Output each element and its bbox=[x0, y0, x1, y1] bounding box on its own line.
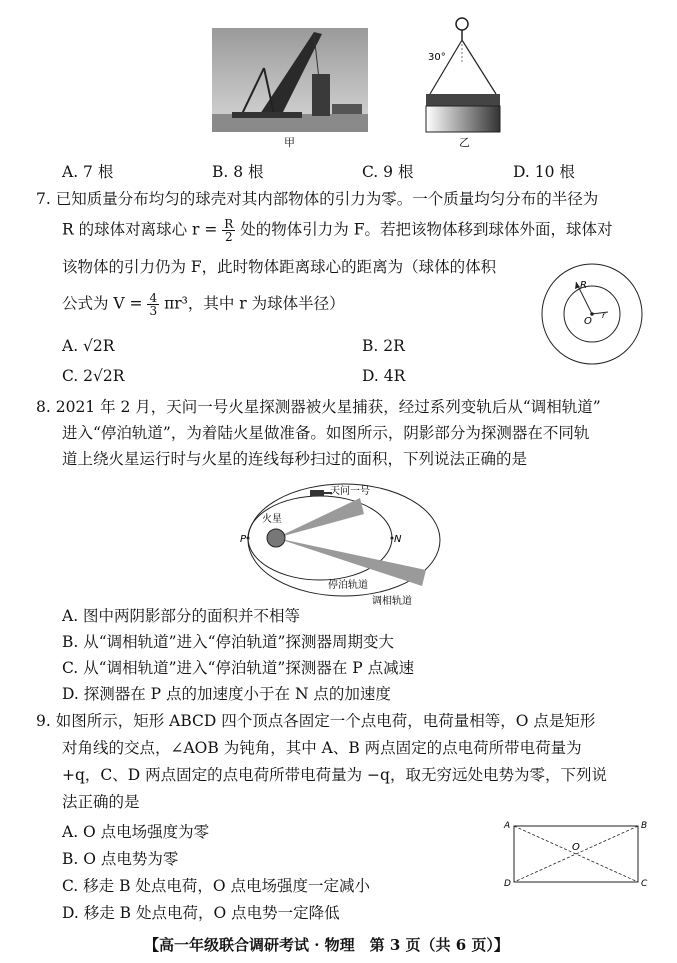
q9-fig-O: O bbox=[572, 842, 580, 853]
q7-option-d[interactable]: D. 4R bbox=[362, 367, 406, 385]
q7-fraction-r: $\frac{R}{2}$ bbox=[224, 217, 234, 244]
q8-fig-phasing: 调相轨道 bbox=[372, 596, 412, 607]
q7-option-a[interactable]: A. √2R bbox=[62, 337, 115, 355]
q9-line-4: 法正确的是 bbox=[62, 793, 140, 811]
q7-option-c[interactable]: C. 2√2R bbox=[62, 367, 125, 385]
q6-option-c[interactable]: C. 9 根 bbox=[362, 163, 414, 181]
q9-option-a[interactable]: A. O 点电场强度为零 bbox=[62, 823, 210, 841]
q6-option-a[interactable]: A. 7 根 bbox=[62, 163, 114, 181]
q6-option-b[interactable]: B. 8 根 bbox=[212, 163, 264, 181]
q6-option-d[interactable]: D. 10 根 bbox=[513, 163, 575, 181]
q9-option-b[interactable]: B. O 点电势为零 bbox=[62, 850, 179, 868]
q9-fig-C: C bbox=[641, 879, 648, 889]
q9-fig-A: A bbox=[504, 821, 511, 831]
q8-fig-probe: 天问一号 bbox=[330, 486, 370, 497]
q8-option-b[interactable]: B. 从“调相轨道”进入“停泊轨道”探测器周期变大 bbox=[62, 633, 394, 651]
q7-line-1: 7. 已知质量分布均匀的球壳对其内部物体的引力为零。一个质量均匀分布的半径为 bbox=[36, 190, 599, 208]
q8-option-d[interactable]: D. 探测器在 P 点的加速度小于在 N 点的加速度 bbox=[62, 685, 391, 703]
q9-rectangle-figure bbox=[500, 818, 656, 892]
q7-fig-R: R bbox=[580, 280, 587, 291]
q9-fig-D: D bbox=[504, 879, 511, 889]
q9-line-3: +q，C、D 两点固定的点电荷所带电荷量为 −q，取无穷远处电势为零，下列说 bbox=[62, 766, 607, 784]
q8-fig-mars: 火星 bbox=[262, 514, 282, 525]
angle-label: 30° bbox=[428, 52, 446, 63]
q8-option-a[interactable]: A. 图中两阴影部分的面积并不相等 bbox=[62, 607, 301, 625]
q7-fig-O: O bbox=[584, 316, 592, 327]
figure-yi-caption: 乙 bbox=[459, 136, 470, 149]
q8-fig-N: N bbox=[394, 534, 402, 545]
q8-fig-P: P bbox=[240, 534, 247, 545]
q7-line-2 bbox=[62, 218, 612, 243]
page-footer: 【高一年级联合调研考试 · 物理 第 3 页（共 6 页）】 bbox=[144, 936, 509, 954]
q7-fraction-v: $\frac{4}{3}$ bbox=[149, 291, 158, 318]
q8-option-c[interactable]: C. 从“调相轨道”进入“停泊轨道”探测器在 P 点减速 bbox=[62, 659, 415, 677]
q7-line-3: 该物体的引力仍为 F，此时物体距离球心的距离为（球体的体积 bbox=[62, 258, 497, 276]
q8-orbit-figure bbox=[236, 478, 446, 608]
q9-option-c[interactable]: C. 移走 B 处点电荷，O 点电场强度一定减小 bbox=[62, 877, 371, 895]
q7-line-2-post: 处的物体引力为 F。若把该物体移到球体外面，球体对 bbox=[240, 220, 613, 239]
q9-fig-B: B bbox=[641, 821, 648, 831]
q7-option-b[interactable]: B. 2R bbox=[362, 337, 405, 355]
crane-photo-figure bbox=[212, 28, 368, 132]
q8-line-3: 道上绕火星运行时与火星的连线每秒扫过的面积，下列说法正确的是 bbox=[62, 450, 528, 468]
q7-line-4-post: πr³，其中 r 为球体半径） bbox=[164, 294, 345, 313]
q9-line-2: 对角线的交点，∠AOB 为钝角，其中 A、B 两点固定的点电荷所带电荷量为 bbox=[62, 739, 582, 757]
q8-line-1: 8. 2021 年 2 月，天问一号火星探测器被火星捕获，经过系列变轨后从“调相轨道” bbox=[36, 398, 601, 416]
figure-jia-caption: 甲 bbox=[284, 136, 295, 149]
q7-line-2-pre: R 的球体对离球心 r = bbox=[62, 220, 218, 239]
q8-line-2: 进入“停泊轨道”，为着陆火星做准备。如图所示，阴影部分为探测器在不同轨 bbox=[62, 424, 590, 442]
q7-fig-r: r bbox=[602, 311, 606, 320]
q7-sphere-figure bbox=[540, 262, 644, 366]
lift-diagram-figure bbox=[418, 14, 508, 138]
q9-line-1: 9. 如图所示，矩形 ABCD 四个顶点各固定一个点电荷，电荷量相等，O 点是矩形 bbox=[36, 712, 596, 730]
q7-line-4-pre: 公式为 V = bbox=[62, 294, 143, 313]
q8-fig-parking: 停泊轨道 bbox=[328, 580, 368, 591]
q9-option-d[interactable]: D. 移走 B 处点电荷，O 点电势一定降低 bbox=[62, 904, 340, 922]
q7-line-4 bbox=[62, 292, 345, 317]
